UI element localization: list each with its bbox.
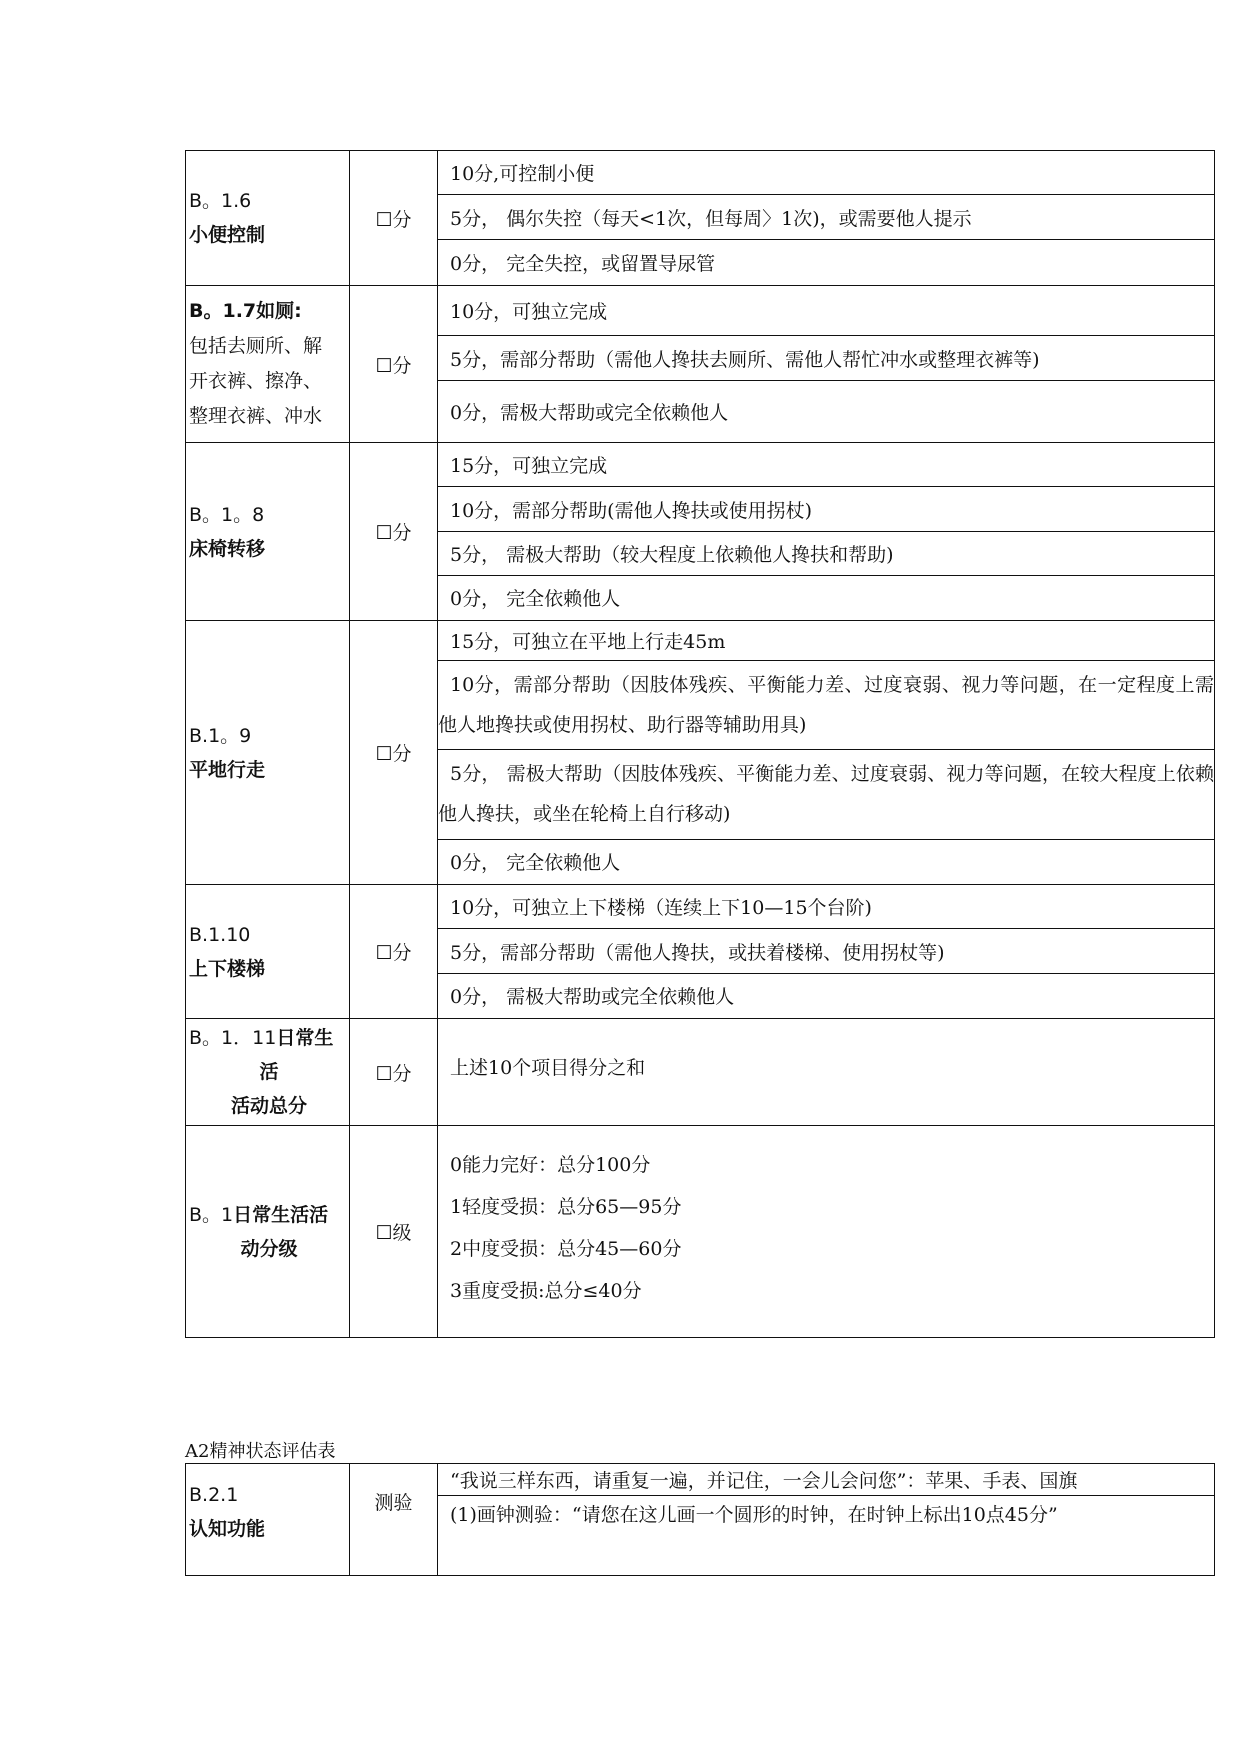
- item-label: [186, 885, 350, 1019]
- item-label: [186, 1019, 350, 1126]
- grade-list: [438, 1126, 1214, 1312]
- option-item: 0分， 完全失控，或留置导尿管: [450, 252, 716, 275]
- item-code-title: [189, 1204, 328, 1226]
- item-title: 活动总分: [230, 1095, 307, 1117]
- section-caption: A2精神状态评估表: [185, 1441, 336, 1462]
- options-cell: [438, 1126, 1215, 1338]
- option-item: 0分， 需极大帮助或完全依赖他人: [450, 986, 735, 1008]
- item-desc: 整理衣裤、冲水: [189, 405, 323, 427]
- score-box[interactable]: ☐分: [350, 1019, 438, 1126]
- options-cell: [438, 443, 1215, 621]
- item-title: 日常生: [276, 1027, 334, 1049]
- grade-item: 0能力完好：总分100分: [450, 1154, 651, 1176]
- table-row: [186, 1019, 1215, 1126]
- item-desc: 包括去厕所、解: [189, 335, 323, 357]
- option-item: 5分， 偶尔失控（每天<1次，但每周〉1次)，或需要他人提示: [438, 195, 1214, 240]
- table-row: [186, 885, 1215, 1019]
- option-item: 15分，可独立完成: [438, 443, 1214, 487]
- option-item: 15分，可独立在平地上行走45m: [438, 621, 1214, 661]
- table-row: [186, 1126, 1215, 1338]
- item-title: 认知功能: [189, 1518, 266, 1540]
- item-label: [186, 1126, 350, 1338]
- item-label: [186, 1464, 350, 1576]
- item-title: 动分级: [240, 1237, 298, 1260]
- options-cell: [438, 151, 1215, 286]
- score-box[interactable]: ☐级: [350, 1126, 438, 1338]
- item-label: [186, 286, 350, 443]
- item-desc: 开衣裤、擦净、: [189, 370, 323, 392]
- item-label: [186, 621, 350, 885]
- test-cell: 测验: [350, 1464, 438, 1576]
- item-code: B。1.6: [189, 190, 252, 212]
- option-item: 10分,可控制小便: [438, 151, 1214, 195]
- item-title: 活: [259, 1061, 279, 1083]
- grade-item: 3重度受损:总分≤40分: [450, 1280, 642, 1302]
- option-item: “我说三样东西，请重复一遍，并记住，一会儿会问您”：苹果、手表、国旗: [438, 1464, 1214, 1496]
- table-row: [186, 443, 1215, 621]
- item-code: B。1: [189, 1203, 234, 1226]
- options-cell: [438, 621, 1215, 885]
- option-item: 10分，需部分帮助（因肢体残疾、平衡能力差、过度衰弱、视力等问题，在一定程度上需他人地搀扶或使用拐杖、助行器等辅助用具): [438, 661, 1214, 750]
- item-title: 小便控制: [189, 224, 266, 246]
- table-row: [186, 1464, 1215, 1576]
- grade-item: 2中度受损：总分45—60分: [450, 1238, 682, 1260]
- option-item: 0分， 完全依赖他人: [450, 588, 621, 610]
- item-title: 床椅转移: [189, 537, 266, 560]
- item-title: 上下楼梯: [189, 957, 266, 980]
- option-item: 0分， 完全依赖他人: [450, 852, 621, 874]
- grade-item: 1轻度受损：总分65—95分: [450, 1196, 682, 1218]
- option-item: (1)画钟测验：“请您在这儿画一个圆形的时钟，在时钟上标出10点45分”: [450, 1504, 1058, 1526]
- option-item: 0分，需极大帮助或完全依赖他人: [450, 401, 729, 424]
- item-code: B。1。8: [189, 503, 265, 526]
- options-cell: [438, 1464, 1215, 1576]
- score-box[interactable]: ☐分: [350, 151, 438, 286]
- item-code: B.2.1: [189, 1484, 239, 1506]
- option-item: 上述10个项目得分之和: [450, 1056, 646, 1079]
- options-cell: [438, 885, 1215, 1019]
- option-item: 5分，需部分帮助（需他人搀扶，或扶着楼梯、使用拐杖等): [438, 929, 1214, 974]
- table-row: [186, 286, 1215, 443]
- adl-table: [185, 150, 1215, 1338]
- option-item: 10分，可独立上下楼梯（连续上下10—15个台阶): [438, 885, 1214, 929]
- item-label: [186, 443, 350, 621]
- item-code: B.1。9: [189, 724, 252, 747]
- item-title: 平地行走: [189, 758, 266, 781]
- option-item: 5分， 需极大帮助（较大程度上依赖他人搀扶和帮助): [438, 532, 1214, 576]
- score-box[interactable]: ☐分: [350, 286, 438, 443]
- option-item: 5分， 需极大帮助（因肢体残疾、平衡能力差、过度衰弱、视力等问题，在较大程度上依赖他人搀扶，或坐在轮椅上自行移动): [438, 750, 1214, 840]
- item-label: [186, 151, 350, 286]
- score-box[interactable]: ☐分: [350, 443, 438, 621]
- options-cell: [438, 286, 1215, 443]
- item-code: B。1.7如厕:: [189, 300, 302, 322]
- option-item: 5分，需部分帮助（需他人搀扶去厕所、需他人帮忙冲水或整理衣裤等): [438, 336, 1214, 381]
- mental-state-table: [185, 1463, 1215, 1576]
- table-row: [186, 151, 1215, 286]
- option-item: 10分，可独立完成: [438, 286, 1214, 336]
- item-code: B。1．11: [189, 1027, 277, 1049]
- item-code-title: [189, 1027, 333, 1049]
- item-code: B.1.10: [189, 923, 251, 946]
- score-box[interactable]: ☐分: [350, 885, 438, 1019]
- item-title: 日常生活活: [233, 1203, 329, 1226]
- options-cell: [438, 1019, 1215, 1126]
- option-item: 10分，需部分帮助(需他人搀扶或使用拐杖): [438, 487, 1214, 532]
- table-row: [186, 621, 1215, 885]
- score-box[interactable]: ☐分: [350, 621, 438, 885]
